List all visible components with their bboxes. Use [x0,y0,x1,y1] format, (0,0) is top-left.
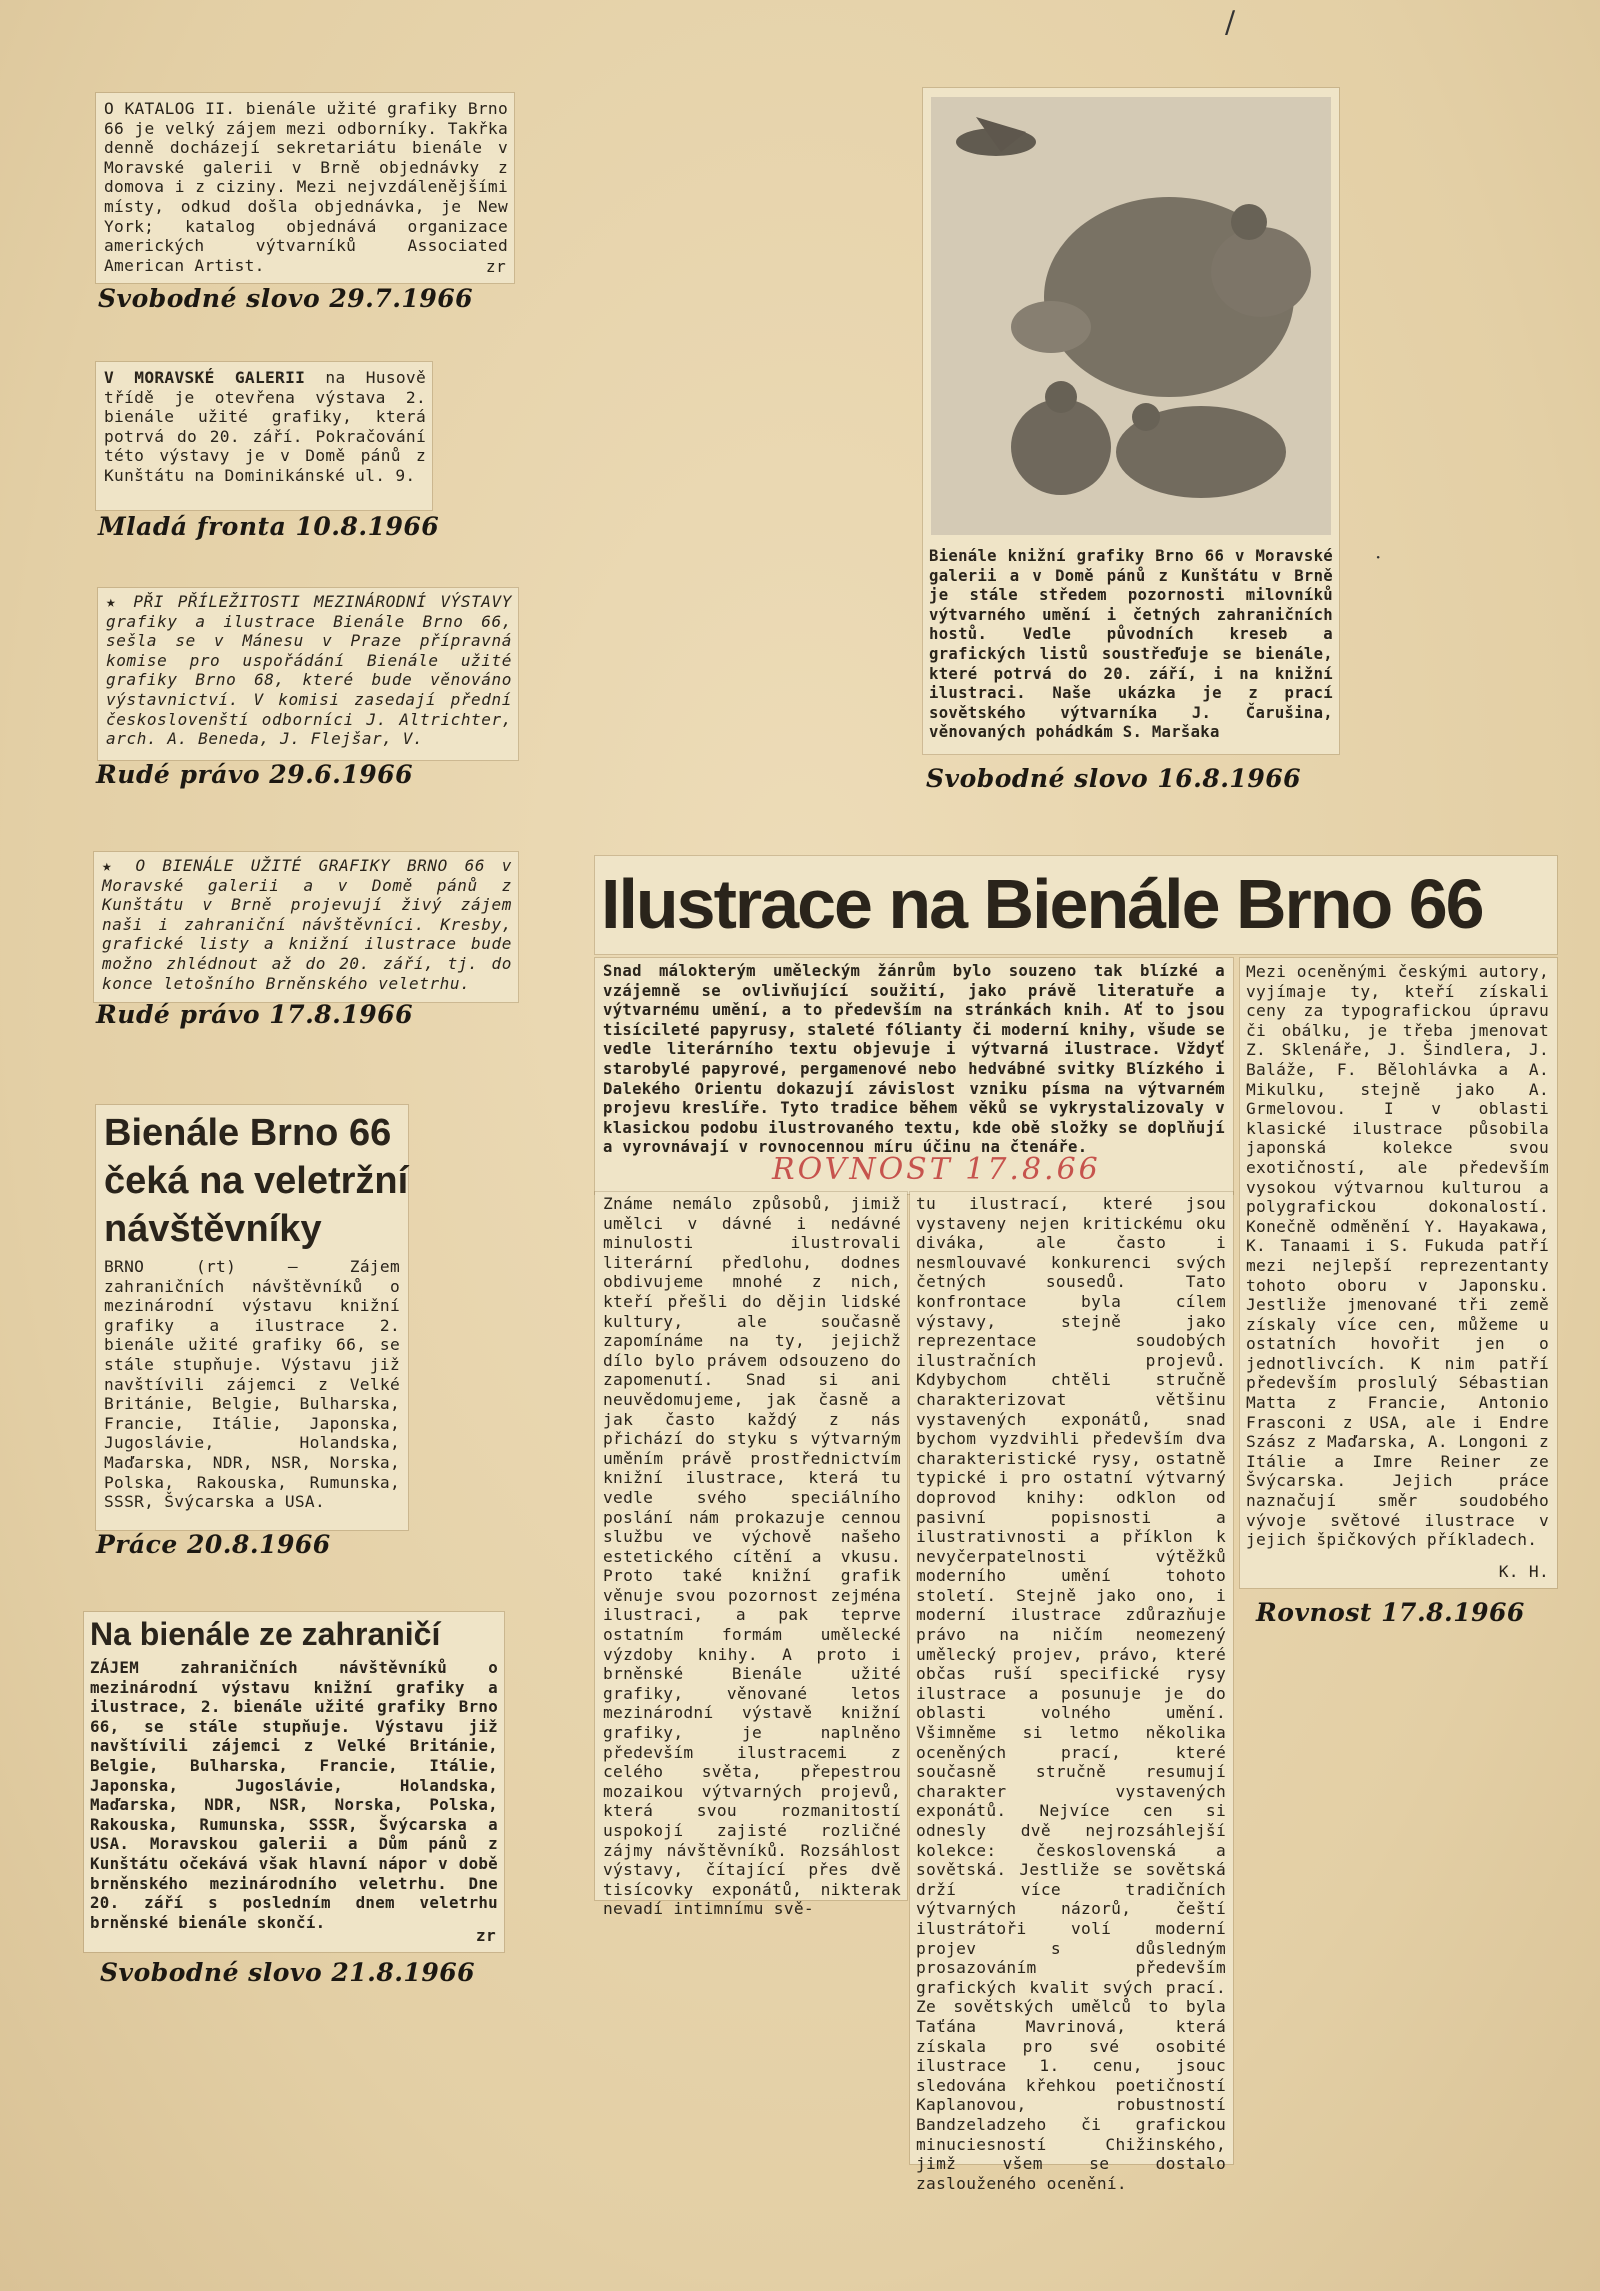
pen-dot-mark: · [1375,545,1382,569]
clipping-photo-caption [923,545,1339,753]
source-ilustrace: Rovnost 17.8.1966 [1256,1598,1525,1627]
clipping-moravske-galerii [96,362,432,510]
ilustrace-column-3: Mezi oceněnými českými autory, vyjímaje ty, kteří získali ceny za typografickou úpravu či obálku, je třeba jmenovat Z. Sklenáře, J. Šindlera, J. Baláže, F. Bělohlávka a A. Mikulku, stejně jako A. Grmelovou. I v oblasti klasické ilustrace působila japonská kolekce svou exotičností, ale především vysokou výtvarnou kulturou a polygrafickou dokonalostí. Konečně odměnění Y. Hayakawa, K. Tanaami i S. Fukuda patří mezi nejlepší reprezentanty tohoto oboru v Japonsku. Jestliže jmenované tři země získaly více cen, můžeme u ostatních hovořit jen o jednotlivcích. K nim patří především proslulý Sébastian Matta z Francie, Antonio Frasconi z USA, ale i Endre Szász z Maďarska, A. Longoni z Itálie a Imre Reiner ze Švýcarska. Jejich práce naznačují směr soudobého vývoje světové ilustrace v jejich špičkových příkladech. [1246,962,1549,1550]
rovnost-stamp: ROVNOST 17.8.66 [772,1152,1101,1187]
ilustrace-column-2: tu ilustrací, které jsou vystaveny nejen kritickému oku diváka, ale často i nesmlouvavé konkurenci svých četných sousedů. Tato konfrontace byla cílem výstavy, stejně jako reprezentace soudobých ilustračních projevů. Kdybychom chtěli stručně charakterizovat většinu vystavených exponátů, snad bychom vyzdvihli především dva charakteristické rysy, ostatně typické i pro ostatní výtvarný doprovod knihy: odklon od pasivní popisnosti a ilustrativnosti a příklon k nevyčerpatelnosti výtěžků moderního umění tohoto století. Stejně jako ono, i moderní ilustrace zdůrazňuje právo na ničím neomezený umělecký projev, právo, které občas ruší specifické rysy ilustrace a posunuje je do oblasti volného umění. Všimněme si letmo několika oceněných prací, které současně stručně resumují charakter vystavených exponátů. Nejvíce cen si odnesly dvě nejrozsáhlejší kolekce: československá a sovětská. Jestliže se sovětská drží více tradičních výtvarných názorů, čeští ilustrátoři volí moderní projev s důsledným prosazováním především grafických kvalit svých prací. Ze sovětských umělců to byla Taťána Mavrinová, která získala pro své osobité ilustrace 1. cenu, jsouc sledována křehkou poetičností Kaplanovou, robustností Bandzeladzeho či grafickou minuciesností Chižinského, jimž všem se dostalo zaslouženého ocenění. [916,1194,1226,2193]
ceka-headline-line-3: návštěvníky [104,1208,322,1250]
star-icon: ★ [106,592,120,611]
zahranici-signature: zr [475,1926,496,1945]
source-photo-caption: Svobodné slovo 16.8.1966 [926,764,1302,793]
ilustrace-column-1: Známe nemálo způsobů, jimiž umělci v dávné i nedávné minulosti ilustrovali literární předlohu, dodnes obdivujeme mnohé z nich, kteří přešli do dějin lidské kultury, ale současně zapomínáme na ty, jejichž dílo bylo právem odsouzeno do zapomenutí. Snad si ani neuvědomujeme, jak časně a jak často každý z nás přichází do styku s výtvarným uměním právě prostřednictvím knižní ilustrace, která tu vedle svého speciálního poslání nám prokazuje cennou službu ve výchově našeho estetického cítění a vkusu. Proto také knižní grafik věnuje svou pozornost zejména ilustraci, a pak teprve ostatním formám umělecké výzdoby knihy. A proto i brněnské Bienále užité grafiky, věnované letos mezinárodní výstavě knižní grafiky, je naplněno především ilustracemi z celého světa, přepestrou mozaikou výtvarných projevů, která svou rozmanitostí uspokojí zajisté rozličné zájmy návštěvníků. Rozsáhlost výstavy, čítající přes dvě tisícovky exponátů, nikterak nevadí intimnímu svě- [603,1194,901,1919]
clipping-ilustrace-headline [595,856,1557,954]
ceka-text: BRNO (rt) — Zájem zahraničních návštěvníků o mezinárodní výstavu knižní grafiky a ilustrace 2. bienále užité grafiky 66, se stále stupňuje. Výstavu již navštívili zájemci z Velké Británie, Belgie, Bulharska, Francie, Itálie, Japonska, Jugoslávie, Holandska, Maďarska, NDR, NSR, Norska, Polska, Rakouska, Rumunska, SSSR, Švýcarska a USA. [104,1257,400,1512]
star-icon: ★ [102,856,119,875]
moravske-galerii-text: na Husově třídě je otevřena výstava 2. bienále užité grafiky, která potrvá do 20. září. Pokračování této výstavy je v Domě pánů z Kunštátu na Dominikánské ul. 9. [104,368,427,485]
source-prilezitosti: Rudé právo 29.6.1966 [96,760,413,789]
moravske-galerii-lead: V MORAVSKÉ GALERII [104,368,306,387]
ceka-headline-line-1: Bienále Brno 66 [104,1112,392,1154]
bears-illustration [931,97,1331,535]
clipping-ilustrace-col3 [1240,958,1557,1588]
ceka-headline-line-2: čeká na veletržní [104,1160,409,1202]
o-bienale-paragraph [102,856,512,993]
source-moravske-galerii: Mladá fronta 10.8.1966 [98,512,440,541]
ilustrace-headline: Ilustrace na Bienále Brno 66 [601,865,1483,943]
clipping-ilustrace-col1 [595,1192,907,1919]
pen-tick-mark: / [1225,5,1236,40]
ceka-headline [104,1109,408,1253]
source-ceka: Práce 20.8.1966 [96,1530,331,1559]
illustration-bears-photo [931,97,1331,535]
ilustrace-signature: K. H. [1498,1562,1549,1581]
zahranici-headline: Na bienále ze zahraničí [90,1616,441,1652]
source-o-bienale: Rudé právo 17.8.1966 [96,1000,413,1029]
katalog-text: O KATALOG II. bienále užité grafiky Brno 66 je velký zájem mezi odborníky. Takřka denně docházejí sekretariátu bienále v Moravské galerii v Brně objednávky z domova i z ciziny. Mezi nejvzdálenějšími místy, odkud došla objednávka, je New York; katalog objednává organizace amerických výtvarníků Associated American Artist. [104,99,508,275]
source-katalog: Svobodné slovo 29.7.1966 [98,284,474,313]
prilezitosti-paragraph [106,592,512,749]
zahranici-text: ZÁJEM zahraničních návštěvníků o mezinárodní výstavu knižní grafiky a ilustrace, 2. bienále užité grafiky Brno 66, se stále stupňuje. Výstavu již navštívili zájemci z Velké Británie, Belgie, Bulharska, Francie, Itálie, Japonska, Jugoslávie, Holandska, Maďarska, NDR, NSR, Norska, Polska, Rakouska, Rumunska, SSSR, Švýcarska a USA. Moravskou galerii a Dům pánů z Kunštátu očekává však hlavní nápor v době brněnského mezinárodního veletrhu. Dne 20. září s posledním dnem veletrhu brněnské bienále skončí. [90,1658,498,1932]
source-zahranici: Svobodné slovo 21.8.1966 [100,1958,476,1987]
katalog-signature: zr [485,257,506,276]
moravske-galerii-paragraph [104,368,426,486]
clipping-prilezitosti [98,588,518,760]
clipping-ilustrace-col2 [910,1192,1233,2193]
o-bienale-text: O BIENÁLE UŽITÉ GRAFIKY BRNO 66 v Moravské galerii a v Domě pánů z Kunštátu v Brně projevují živý zájem naši i zahraniční návštěvníci. Kresby, grafické listy a knižní ilustrace bude možno zhlédnout až do 20. září, tj. do konce letošního Brněnského veletrhu. [102,856,513,993]
clipping-ceka [96,1105,408,1530]
ilustrace-lead: Snad málokterým uměleckým žánrům bylo souzeno tak blízké a vzájemně se ovlivňující soužití, jako právě literatuře a výtvarnému umění, a to především na stránkách knih. Ať to jsou tisícileté papyrusy, staleté fólianty či moderní knihy, všude se vedle literárního textu objevuje i výtvarná ilustrace. Vždyť starobylé papyrové, pergamenové nebo hedvábné svitky Blízkého i Dalekého Orientu dokazují závislost vzniku písma na výtvarném projevu kreslíře. Tyto tradice během věků se vykrystalizovaly v klasickou podobu ilustrovaného textu, kde obě složky se doplňují a vyrovnávají v rovnocennou míru účinu na čtenáře. [603,962,1225,1157]
clipping-zahranici [84,1612,504,1952]
prilezitosti-text: PŘI PŘÍLEŽITOSTI MEZINÁRODNÍ VÝSTAVY grafiky a ilustrace Bienále Brno 66, sešla se v Mánesu v Praze přípravná komise pro uspořádání Bienále užité grafiky Brno 68, které bude věnováno výstavnictví. V komisi zasedají přední českoslovenští odborníci J. Altrichter, arch. A. Beneda, J. Flejšar, V. [106,592,513,749]
photo-caption-text: Bienále knižní grafiky Brno 66 v Moravské galerii a v Domě pánů z Kunštátu v Brně je stále středem pozornosti milovníků výtvarného umění i četných zahraničních hostů. Vedle původních kreseb a grafických listů soustřeďuje se bienále, které potrvá do 20. září, i na knižní ilustraci. Naše ukázka je z prací sovětského výtvarníka J. Čarušina, věnovaných pohádkám S. Maršaka [929,547,1333,742]
clipping-o-bienale [94,852,518,1002]
clipping-katalog [96,93,514,283]
